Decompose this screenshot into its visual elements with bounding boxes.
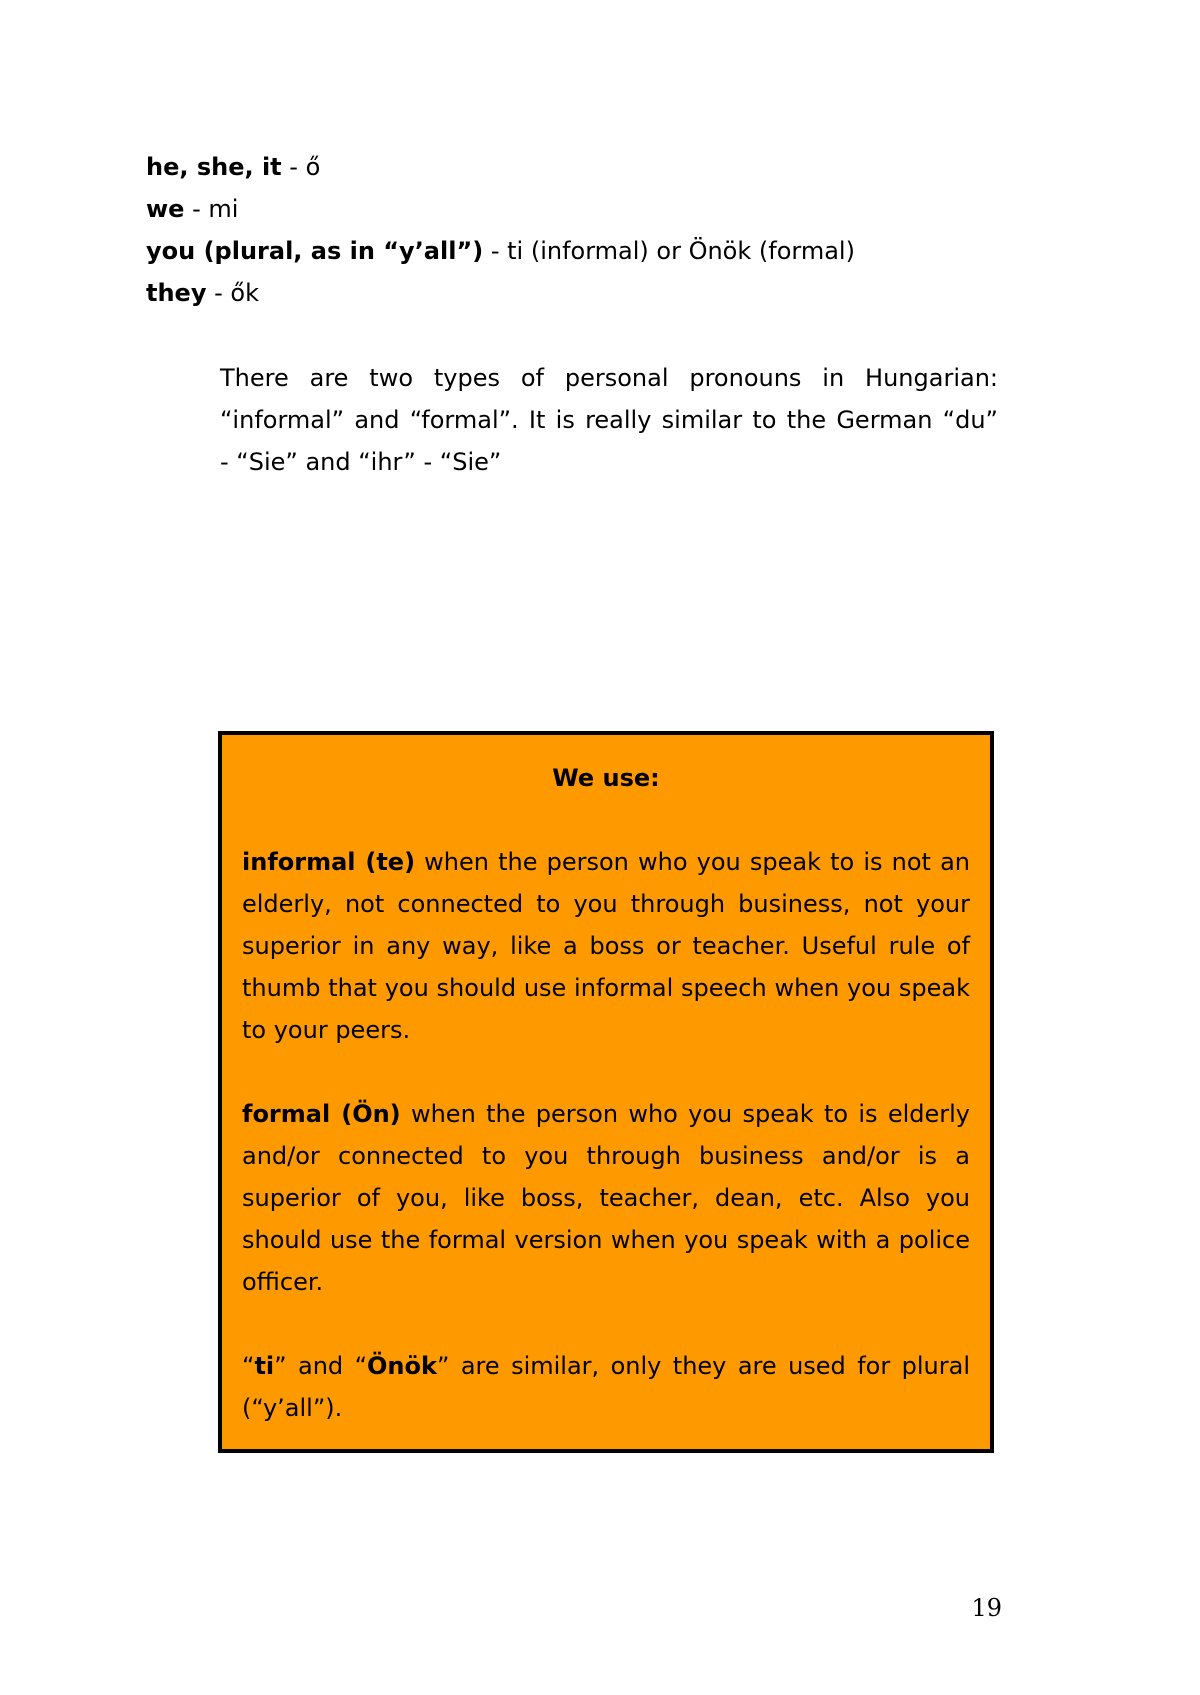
paragraph-line: “ti” and “Önök” are similar, only they are used for plural [242,1352,970,1380]
ti-term: ti [254,1352,275,1380]
pronoun-line-he-she-it [146,146,1046,188]
paragraph-line: and/or connected to you through business and/or is a [242,1142,970,1170]
pronoun-separator: - [483,237,508,265]
usage-rule-box [218,731,994,1453]
pronoun-term: we [146,195,185,223]
paragraph-line: elderly, not connected to you through business, not your [242,890,970,918]
pronoun-term: they [146,279,207,307]
intro-line: “informal” and “formal”. It is really similar to the German “du” [220,406,998,434]
formal-paragraph [242,1093,970,1303]
informal-term: informal (te) [242,848,416,876]
paragraph-line: officer. [242,1268,324,1296]
page-number: 19 [971,1594,1002,1622]
intro-paragraph [220,357,998,483]
plural-paragraph [242,1345,970,1429]
pronoun-separator: - [184,195,209,223]
pronoun-translation: ők [230,279,259,307]
paragraph-line: formal (Ön) when the person who you speak to is elderly [242,1100,970,1128]
paragraph-line: to your peers. [242,1016,411,1044]
paragraph-line: superior of you, like boss, teacher, dean, etc. Also you [242,1184,970,1212]
pronoun-translation: mi [208,195,239,223]
intro-line: - “Sie” and “ihr” - “Sie” [220,448,502,476]
paragraph-line: superior in any way, like a boss or teacher. Useful rule of [242,932,970,960]
pronoun-separator: - [206,279,231,307]
pronoun-separator: - [281,153,306,181]
pronoun-term: you (plural, as in “y’all”) [146,237,484,265]
onok-term: Önök [367,1352,437,1380]
pronoun-list [146,146,1046,314]
pronoun-translation: ő [305,153,321,181]
paragraph-line: thumb that you should use informal speech when you speak [242,974,970,1002]
box-title: We use: [552,764,660,792]
pronoun-line-we [146,188,1046,230]
informal-paragraph [242,841,970,1051]
pronoun-term: he, she, it [146,153,282,181]
intro-line: There are two types of personal pronouns in Hungarian: [220,364,998,392]
paragraph-line: should use the formal version when you speak with a police [242,1226,970,1254]
formal-term: formal (Ön) [242,1100,401,1128]
paragraph-line: informal (te) when the person who you speak to is not an [242,848,970,876]
pronoun-line-they [146,272,1046,314]
paragraph-line: (“y’all”). [242,1394,343,1422]
pronoun-line-you-plural [146,230,1046,272]
pronoun-translation: ti (informal) or Önök (formal) [507,237,855,265]
